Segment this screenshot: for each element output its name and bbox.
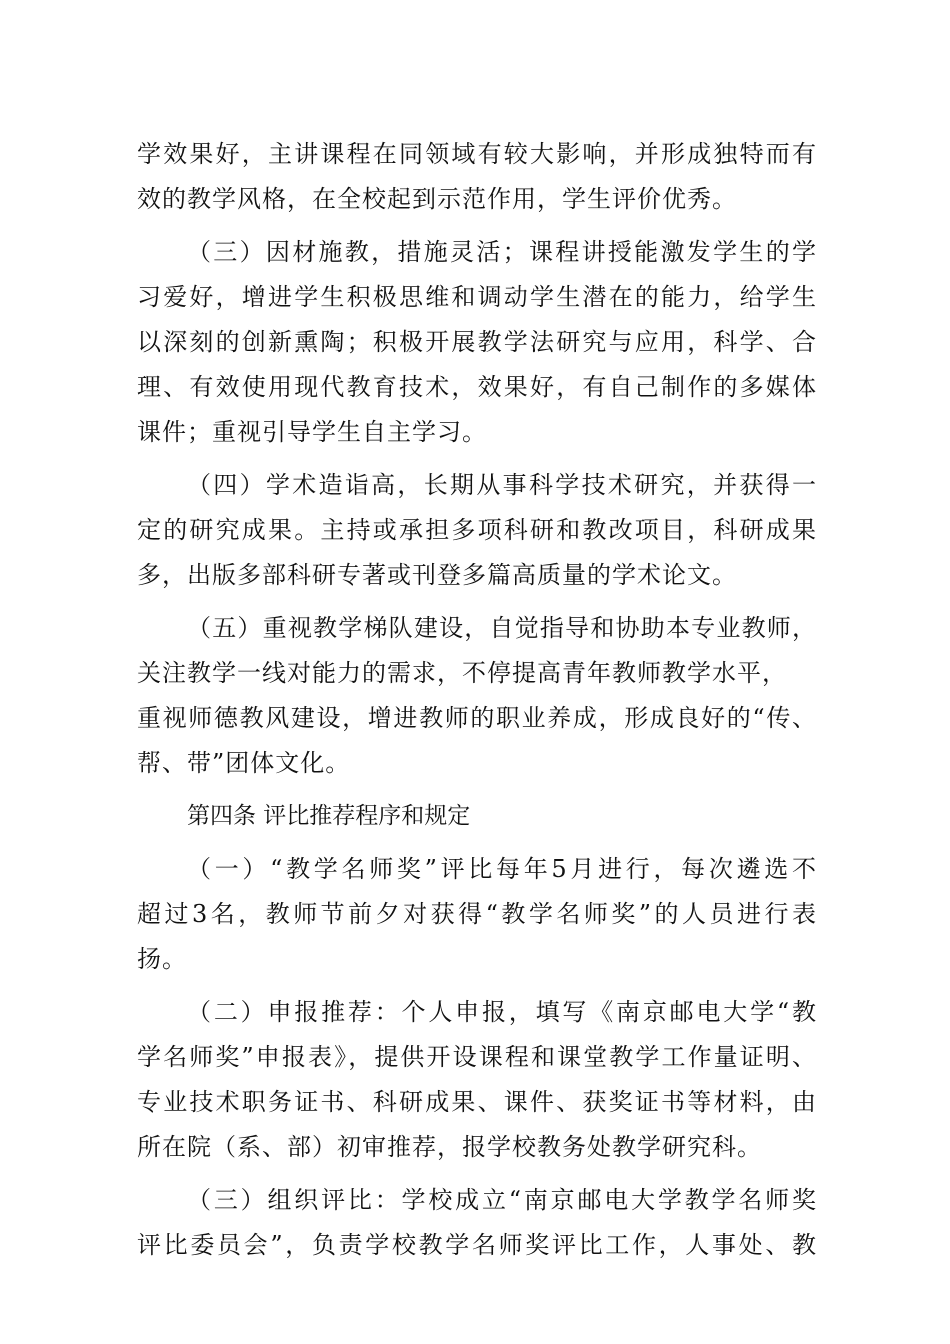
text-line: 以深刻的创新熏陶；积极开展教学法研究与应用，科学、合 (137, 328, 817, 356)
text-line: 关注教学一线对能力的需求，不停提高青年教师教学水平， (137, 659, 787, 687)
text-line: 理、有效使用现代教育技术，效果好，有自己制作的多媒体 (137, 373, 817, 401)
text-line: 习爱好，增进学生积极思维和调动学生潜在的能力，给学生 (137, 283, 817, 311)
text-line: 课件；重视引导学生自主学习。 (137, 418, 487, 446)
paragraph (137, 990, 817, 1170)
text-line: 重视师德教风建设，增进教师的职业养成，形成良好的“传、 (137, 704, 817, 732)
text-line: 所在院（系、部）初审推荐，报学校教务处教学研究科。 (137, 1133, 762, 1161)
text-line: 扬。 (137, 945, 187, 973)
text-line: 评比委员会”，负责学校教学名师奖评比工作，人事处、教 (137, 1231, 817, 1259)
document-body (137, 132, 817, 1268)
text-line: 学名师奖”申报表》，提供开设课程和课堂教学工作量证明、 (137, 1043, 817, 1071)
text-line: 多，出版多部科研专著或刊登多篇高质量的学术论文。 (137, 561, 737, 589)
text-line: （五）重视教学梯队建设，自觉指导和协助本专业教师， (187, 614, 817, 642)
text-line: 学效果好，主讲课程在同领域有较大影响，并形成独特而有 (137, 140, 817, 168)
paragraph (137, 132, 817, 222)
paragraph (137, 606, 817, 786)
paragraph (137, 1178, 817, 1268)
text-line: （一）“教学名师奖”评比每年5月进行，每次遴选不 (187, 855, 817, 883)
text-line: （三）组织评比：学校成立“南京邮电大学教学名师奖 (187, 1186, 817, 1214)
text-line: （三）因材施教，措施灵活；课程讲授能激发学生的学 (187, 238, 817, 266)
paragraph (137, 230, 817, 455)
text-line: 超过3名，教师节前夕对获得“教学名师奖”的人员进行表 (137, 900, 817, 928)
text-line: 专业技术职务证书、科研成果、课件、获奖证书等材料，由 (137, 1088, 817, 1116)
text-line: 帮、带”团体文化。 (137, 749, 351, 777)
section-heading: 第四条 评比推荐程序和规定 (187, 803, 471, 829)
text-line: （四）学术造诣高，长期从事科学技术研究，并获得一 (187, 471, 817, 499)
text-line: （二）申报推荐：个人申报，填写《南京邮电大学“教 (187, 998, 817, 1026)
paragraph (137, 463, 817, 598)
text-line: 定的研究成果。主持或承担多项科研和教改项目，科研成果 (137, 516, 817, 544)
paragraph (137, 847, 817, 982)
text-line: 效的教学风格，在全校起到示范作用，学生评价优秀。 (137, 185, 737, 213)
